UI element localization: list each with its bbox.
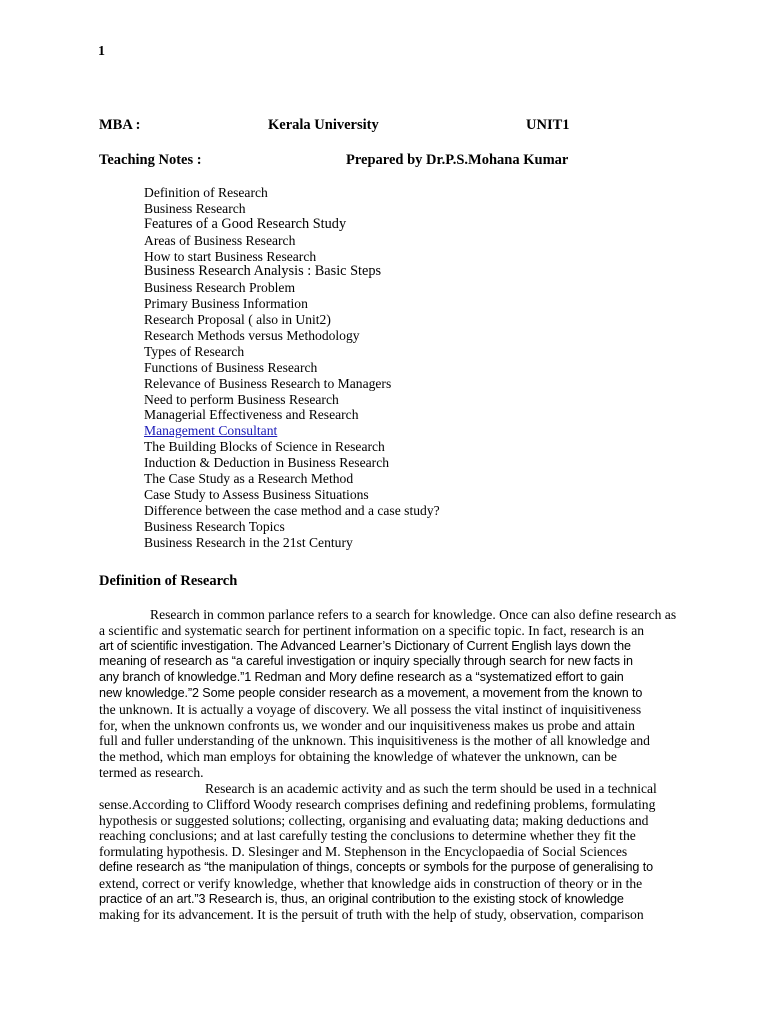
- toc-text: How to start Business Research: [144, 248, 317, 264]
- toc-text: Need to perform Business Research: [144, 391, 339, 407]
- paragraph-line: for, when the unknown confronts us, we wonder and our inquisitiveness makes us probe and attain: [99, 717, 635, 733]
- toc-text: Business Research Analysis : Basic Steps: [144, 263, 382, 280]
- paragraph-line: the unknown. It is actually a voyage of discovery. We all possess the vital instinct of inquisitiveness: [99, 701, 642, 717]
- paragraph-academic: [99, 781, 679, 923]
- toc-text: Research Proposal ( also in Unit2): [144, 312, 331, 328]
- page-number: 1: [98, 44, 105, 59]
- paragraph-line: termed as research.: [99, 764, 204, 780]
- toc-text: Primary Business Information: [144, 296, 308, 312]
- management-consultant-link[interactable]: Management Consultant: [144, 423, 278, 439]
- toc-text: Features of a Good Research Study: [144, 215, 347, 232]
- university-name: Kerala University: [268, 117, 379, 133]
- toc-text: Relevance of Business Research to Managers: [144, 375, 392, 391]
- toc-text: Business Research Problem: [144, 280, 296, 296]
- toc-text: Definition of Research: [144, 185, 268, 200]
- program-label: MBA :: [99, 117, 141, 133]
- toc-text: Research Methods versus Methodology: [144, 328, 360, 344]
- paragraph-line: define research as “the manipulation of things, concepts or symbols for the purpose of generalising to: [99, 859, 654, 874]
- paragraph-line: a scientific and systematic search for pertinent information on a specific topic. In fact, research is an: [99, 622, 645, 638]
- paragraph-definition: [99, 607, 679, 781]
- paragraph-line: making for its advancement. It is the persuit of truth with the help of study, observation, comparison: [99, 907, 644, 923]
- toc-text: The Building Blocks of Science in Research: [144, 439, 385, 455]
- teaching-notes-label: Teaching Notes :: [99, 152, 202, 168]
- toc-text: Difference between the case method and a case study?: [144, 502, 440, 518]
- toc-text: The Case Study as a Research Method: [144, 471, 354, 487]
- section-title: Definition of Research: [99, 573, 238, 589]
- paragraph-line: Research is an academic activity and as such the term should be used in a technical: [205, 781, 657, 796]
- toc-text: Areas of Business Research: [144, 232, 296, 248]
- paragraph-line: extend, correct or verify knowledge, whether that knowledge aids in construction of theory or in the: [99, 875, 643, 891]
- toc-text: Functions of Business Research: [144, 359, 318, 375]
- toc-text: Induction & Deduction in Business Research: [144, 455, 390, 471]
- paragraph-line: the method, which man employs for obtaining the knowledge of whatever the unknown, can be: [99, 749, 617, 765]
- paragraph-line: formulating hypothesis. D. Slesinger and M. Stephenson in the Encyclopaedia of Social Sciences: [99, 844, 628, 860]
- paragraph-line: art of scientific investigation. The Advanced Learner’s Dictionary of Current English lays down the: [99, 638, 631, 653]
- toc-text: Managerial Effectiveness and Research: [144, 407, 359, 423]
- unit-label: UNIT1: [526, 117, 570, 133]
- prepared-by: Prepared by Dr.P.S.Mohana Kumar: [346, 152, 569, 168]
- paragraph-line: sense.According to Clifford Woody research comprises defining and redefining problems, formulating: [99, 796, 656, 812]
- paragraph-line: new knowledge.”2 Some people consider research as a movement, a movement from the known to: [99, 685, 643, 700]
- paragraph-line: full and fuller understanding of the unknown. This inquisitiveness is the mother of all knowledge and: [99, 733, 650, 749]
- toc-text: Business Research: [144, 200, 246, 216]
- paragraph-line: meaning of research as “a careful investigation or inquiry specially through search for new facts in: [99, 654, 633, 669]
- paragraph-line: hypothesis or suggested solutions; collecting, organising and evaluating data; making deductions and: [99, 812, 649, 828]
- paragraph-line: Research in common parlance refers to a search for knowledge. Once can also define research as: [150, 607, 677, 622]
- paragraph-line: reaching conclusions; and at last carefully testing the conclusions to determine whether they fit the: [99, 828, 636, 844]
- toc-text: Case Study to Assess Business Situations: [144, 486, 369, 502]
- paragraph-line: practice of an art.”3 Research is, thus, an original contribution to the existing stock of knowledge: [99, 891, 624, 906]
- paragraph-line: any branch of knowledge.”1 Redman and Mory define research as a “systematized effort to gain: [99, 670, 624, 685]
- toc-text: Business Research Topics: [144, 518, 285, 534]
- toc-text: Business Research in the 21st Century: [144, 534, 353, 550]
- toc-text: Types of Research: [144, 343, 245, 359]
